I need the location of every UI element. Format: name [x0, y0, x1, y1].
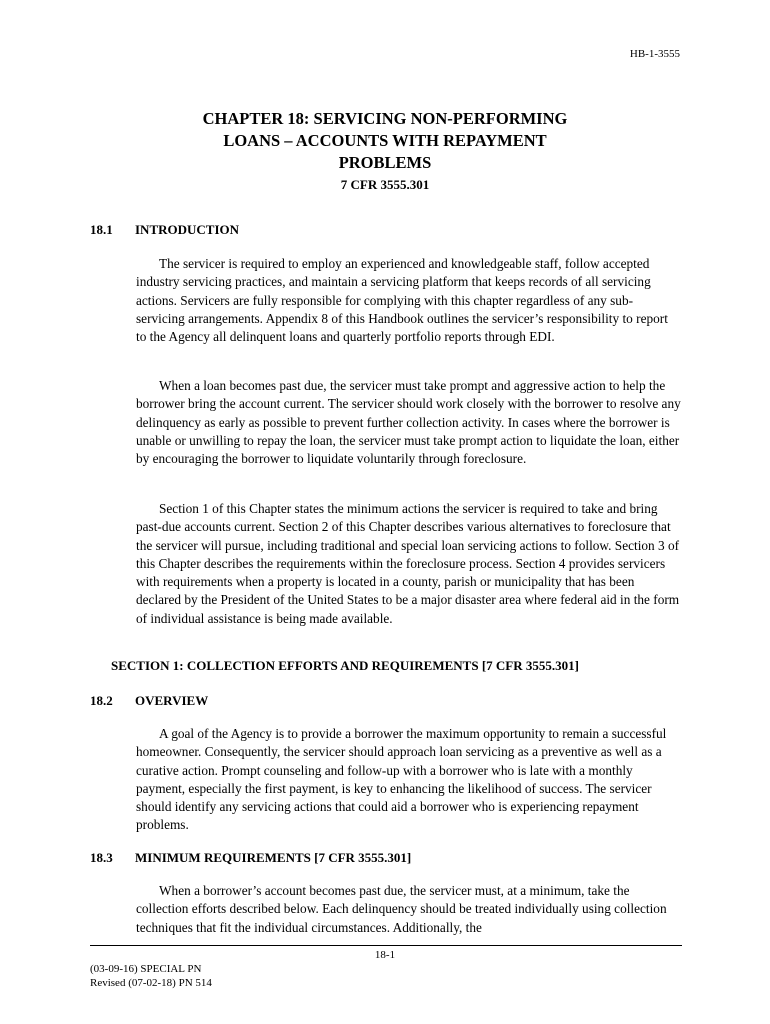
- section-1-title: SECTION 1: COLLECTION EFFORTS AND REQUIREMENTS [7 CFR 3555.301]: [111, 658, 579, 673]
- paragraph: A goal of the Agency is to provide a borrower the maximum opportunity to remain a successful homeowner. Consequently, the servicer should approach loan servicing as a preventive as well as a curative action. Prompt counseling and follow-up with a borrower who is late with a monthly payment, especially the first payment, is key to enhancing the likelihood of success. The servicer should identify any servicing actions that could aid a borrower who is experiencing repayment problems.: [136, 726, 667, 833]
- section-heading-18-1: [90, 222, 239, 238]
- section-heading-text: MINIMUM REQUIREMENTS [7 CFR 3555.301]: [135, 850, 412, 865]
- section-heading-text: OVERVIEW: [135, 693, 209, 708]
- page-number: 18-1: [374, 949, 396, 961]
- document-reference: HB-1-3555: [629, 48, 680, 60]
- footer-revision-info: [90, 962, 212, 990]
- section-number: 18.2: [90, 693, 113, 708]
- section-heading-18-3: [90, 850, 411, 866]
- footer-date-line: (03-09-16) SPECIAL PN: [90, 963, 202, 975]
- chapter-title-line-3: PROBLEMS: [338, 153, 432, 172]
- paragraph: When a loan becomes past due, the servicer must take prompt and aggressive action to help the borrower bring the account current. The servicer should work closely with the borrower to resolve any delinquency as early as possible to prevent further collection activity. In cases where the borrower is unable or unwilling to repay the loan, the servicer must take prompt action to liquidate the loan, either by encouraging the borrower to liquidate voluntarily through foreclosure.: [136, 378, 681, 467]
- footer-divider: [90, 945, 682, 946]
- paragraph: When a borrower’s account becomes past due, the servicer must, at a minimum, take the collection efforts described below. Each delinquency should be treated individually using collection techniques that fit the individual circumstances. Additionally, the: [136, 883, 667, 935]
- section-number: 18.1: [90, 222, 113, 237]
- chapter-title-block: [0, 108, 770, 195]
- section-heading-18-2: [90, 693, 208, 709]
- chapter-title-line-2: LOANS – ACCOUNTS WITH REPAYMENT: [223, 131, 547, 150]
- section-heading-text: INTRODUCTION: [135, 222, 240, 237]
- footer-revised-line: Revised (07-02-18) PN 514: [90, 977, 212, 989]
- paragraph: The servicer is required to employ an experienced and knowledgeable staff, follow accepted industry servicing practices, and maintain a servicing platform that keeps records of all servicing actions. Servicers are fully responsible for complying with this chapter regardless of any sub-servicing arrangements. Appendix 8 of this Handbook outlines the servicer’s responsibility to report to the Agency all delinquent loans and quarterly portfolio reports through EDI.: [136, 256, 668, 345]
- paragraph: Section 1 of this Chapter states the minimum actions the servicer is required to take and bring past-due accounts current. Section 2 of this Chapter describes various alternatives to foreclosure that the servicer will pursue, including traditional and special loan servicing actions to follow. Section 3 of this Chapter describes the requirements within the foreclosure process. Section 4 provides servicers with requirements when a property is located in a county, parish or municipality that has been declared by the President of the United States to be a major disaster area where federal aid in the form of individual assistance is being made available.: [136, 501, 680, 626]
- chapter-title-line-1: CHAPTER 18: SERVICING NON-PERFORMING: [202, 109, 568, 128]
- chapter-cfr-reference: 7 CFR 3555.301: [340, 177, 430, 192]
- section-number: 18.3: [90, 850, 113, 865]
